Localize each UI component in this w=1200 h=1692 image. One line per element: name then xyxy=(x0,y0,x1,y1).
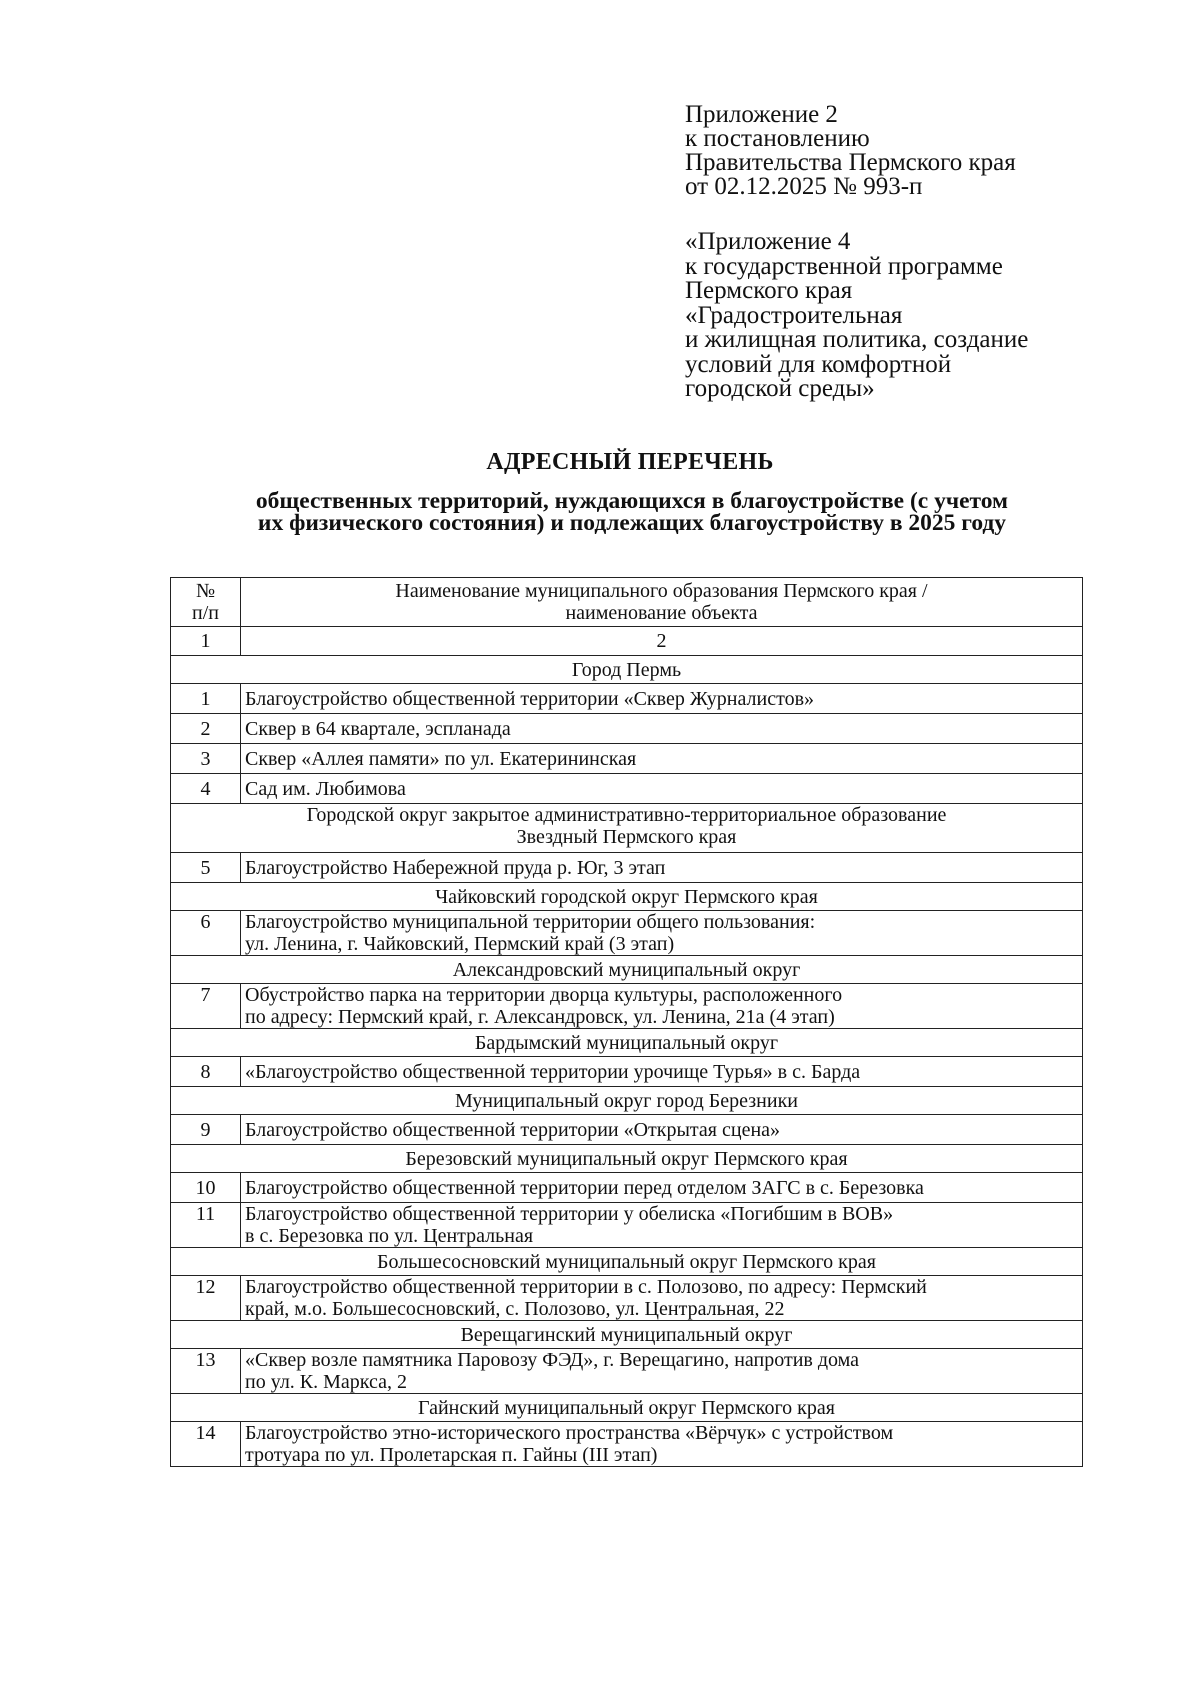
table-row xyxy=(171,774,1083,804)
row-number-cell: 11 xyxy=(171,1203,241,1248)
object-name-line: Благоустройство общественной территории перед отделом ЗАГС в с. Березовка xyxy=(245,1176,924,1199)
object-name-cell xyxy=(241,1203,1083,1248)
group-header-row xyxy=(171,1145,1083,1173)
object-name-line: Благоустройство общественной территории «Сквер Журналистов» xyxy=(245,687,815,710)
row-number-cell: 10 xyxy=(171,1173,241,1203)
group-title-cell xyxy=(171,804,1083,853)
table-row xyxy=(171,1173,1083,1203)
object-name-cell xyxy=(241,744,1083,774)
program-appendix-reference xyxy=(685,230,1105,402)
group-header-row xyxy=(171,804,1083,853)
address-list-table xyxy=(170,577,1083,1467)
object-name-line: Благоустройство этно-исторического пространства «Вёрчук» с устройством xyxy=(245,1422,894,1444)
row-number-cell: 6 xyxy=(171,911,241,956)
program-appendix-line: Пермского края xyxy=(685,277,853,304)
object-name-line: по адресу: Пермский край, г. Александровск, ул. Ленина, 21а (4 этап) xyxy=(245,1006,835,1028)
header-name-line: Наименование муниципального образования Пермского края / xyxy=(395,580,928,602)
appendix-line: Приложение 2 xyxy=(685,101,838,128)
group-title-cell: Город Пермь xyxy=(171,656,1083,684)
group-title-cell: Верещагинский муниципальный округ xyxy=(171,1321,1083,1349)
group-title-cell: Березовский муниципальный округ Пермского края xyxy=(171,1145,1083,1173)
header-number-line: № xyxy=(195,580,216,602)
group-title-cell: Большесосновский муниципальный округ Пермского края xyxy=(171,1248,1083,1276)
object-name-line: тротуара по ул. Пролетарская п. Гайны (III этап) xyxy=(245,1444,658,1466)
object-name-line: Сад им. Любимова xyxy=(245,777,406,800)
group-title-cell: Чайковский городской округ Пермского края xyxy=(171,883,1083,911)
group-header-row xyxy=(171,1321,1083,1349)
header-number-line: п/п xyxy=(192,602,219,624)
group-header-row xyxy=(171,1394,1083,1422)
row-number-cell: 14 xyxy=(171,1422,241,1467)
appendix-line: к постановлению xyxy=(685,125,870,152)
row-number-cell: 1 xyxy=(171,684,241,714)
object-name-cell xyxy=(241,684,1083,714)
object-name-line: Благоустройство Набережной пруда р. Юг, 3 этап xyxy=(245,856,666,879)
appendix-reference xyxy=(685,103,1105,199)
object-name-cell xyxy=(241,714,1083,744)
row-number-cell: 8 xyxy=(171,1057,241,1087)
object-name-cell xyxy=(241,853,1083,883)
group-header-row xyxy=(171,1248,1083,1276)
program-appendix-line: «Приложение 4 xyxy=(685,228,851,255)
object-name-cell xyxy=(241,1115,1083,1145)
column-number-cell: 1 xyxy=(171,627,241,656)
row-number-cell: 9 xyxy=(171,1115,241,1145)
table-row xyxy=(171,744,1083,774)
appendix-line: от 02.12.2025 № 993-п xyxy=(685,173,923,200)
group-title-cell: Бардымский муниципальный округ xyxy=(171,1029,1083,1057)
object-name-cell xyxy=(241,774,1083,804)
object-name-line: Благоустройство общественной территории у обелиска «Погибшим в ВОВ» xyxy=(245,1203,894,1225)
program-appendix-line: городской среды» xyxy=(685,375,875,402)
subtitle-line: их физического состояния) и подлежащих благоустройству в 2025 году xyxy=(257,510,1007,536)
group-header-row xyxy=(171,956,1083,984)
object-name-line: «Благоустройство общественной территории урочище Турья» в с. Барда xyxy=(245,1060,861,1083)
object-name-cell xyxy=(241,1057,1083,1087)
object-name-cell xyxy=(241,984,1083,1029)
row-number-cell: 5 xyxy=(171,853,241,883)
header-name-line: наименование объекта xyxy=(565,602,758,624)
row-number-cell: 7 xyxy=(171,984,241,1029)
table-row xyxy=(171,1276,1083,1321)
program-appendix-line: и жилищная политика, создание xyxy=(685,326,1029,353)
object-name-line: Благоустройство общественной территории в с. Полозово, по адресу: Пермский xyxy=(245,1276,927,1298)
group-header-row xyxy=(171,1029,1083,1057)
group-title-cell: Александровский муниципальный округ xyxy=(171,956,1083,984)
object-name-line: Благоустройство муниципальной территории общего пользования: xyxy=(245,911,816,933)
group-header-row xyxy=(171,1087,1083,1115)
object-name-line: «Сквер возле памятника Паровозу ФЭД», г. Верещагино, напротив дома xyxy=(245,1349,860,1371)
column-number-cell: 2 xyxy=(241,627,1083,656)
row-number-cell: 13 xyxy=(171,1349,241,1394)
table-row xyxy=(171,853,1083,883)
row-number-cell: 2 xyxy=(171,714,241,744)
object-name-line: ул. Ленина, г. Чайковский, Пермский край (3 этап) xyxy=(245,933,675,955)
group-header-row xyxy=(171,883,1083,911)
table-row xyxy=(171,984,1083,1029)
appendix-line: Правительства Пермского края xyxy=(685,149,1016,176)
row-number-cell: 12 xyxy=(171,1276,241,1321)
subtitle-line: общественных территорий, нуждающихся в благоустройстве (с учетом xyxy=(255,488,1009,514)
object-name-line: по ул. К. Маркса, 2 xyxy=(245,1371,408,1393)
group-title-cell: Муниципальный округ город Березники xyxy=(171,1087,1083,1115)
object-name-line: край, м.о. Большесосновский, с. Полозово, ул. Центральная, 22 xyxy=(245,1298,785,1320)
table-row xyxy=(171,1115,1083,1145)
row-number-cell: 3 xyxy=(171,744,241,774)
object-name-line: Благоустройство общественной территории «Открытая сцена» xyxy=(245,1118,781,1141)
header-number-cell xyxy=(171,578,241,627)
table-row xyxy=(171,911,1083,956)
object-name-line: Сквер «Аллея памяти» по ул. Екатерининская xyxy=(245,747,637,770)
object-name-cell xyxy=(241,1173,1083,1203)
table-row xyxy=(171,1203,1083,1248)
table-row xyxy=(171,1057,1083,1087)
program-appendix-line: «Градостроительная xyxy=(685,301,903,329)
object-name-cell xyxy=(241,1349,1083,1394)
row-number-cell: 4 xyxy=(171,774,241,804)
program-appendix-line: условий для комфортной xyxy=(685,350,952,378)
document-title: АДРЕСНЫЙ ПЕРЕЧЕНЬ xyxy=(486,449,774,475)
program-appendix-line: к государственной программе xyxy=(685,252,1003,280)
object-name-cell xyxy=(241,911,1083,956)
object-name-line: Обустройство парка на территории дворца культуры, расположенного xyxy=(245,984,843,1006)
group-title-line: Звездный Пермского края xyxy=(516,826,737,848)
object-name-line: в с. Березовка по ул. Центральная xyxy=(245,1225,534,1247)
table-header-row xyxy=(171,578,1083,627)
group-title-line: Городской округ закрытое административно-территориальное образование xyxy=(306,804,947,826)
table-row xyxy=(171,1349,1083,1394)
group-title-cell: Гайнский муниципальный округ Пермского края xyxy=(171,1394,1083,1422)
object-name-cell xyxy=(241,1276,1083,1321)
document-subtitle xyxy=(172,490,1092,534)
table-row xyxy=(171,684,1083,714)
header-name-cell xyxy=(241,578,1083,627)
group-header-row xyxy=(171,656,1083,684)
object-name-cell xyxy=(241,1422,1083,1467)
table-row xyxy=(171,1422,1083,1467)
column-number-row xyxy=(171,627,1083,656)
table-row xyxy=(171,714,1083,744)
object-name-line: Сквер в 64 квартале, эспланада xyxy=(245,717,511,740)
